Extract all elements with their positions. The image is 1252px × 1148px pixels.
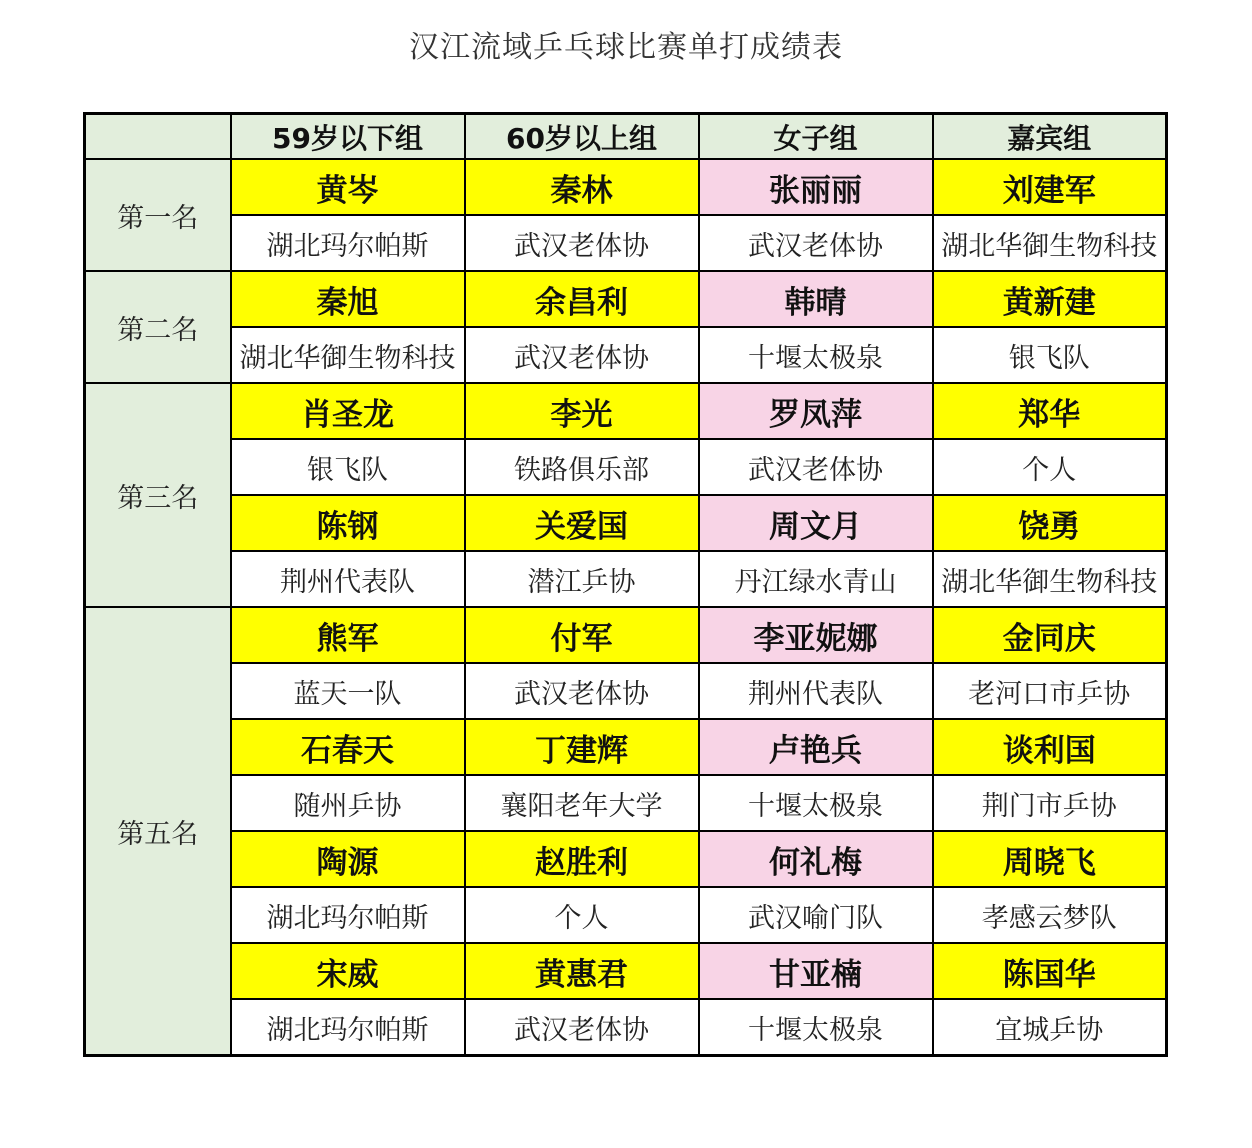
player-name-under-59: 陈钢 xyxy=(231,495,465,551)
header-row xyxy=(85,114,1167,160)
player-name-guest: 刘建军 xyxy=(933,159,1167,215)
name-row xyxy=(85,383,1167,439)
name-row xyxy=(85,495,1167,551)
rank-label: 第二名 xyxy=(85,271,231,383)
table-body xyxy=(85,159,1167,1056)
name-row xyxy=(85,719,1167,775)
player-team-guest: 湖北华御生物科技 xyxy=(933,215,1167,271)
team-row xyxy=(85,887,1167,943)
player-name-women: 何礼梅 xyxy=(699,831,933,887)
player-team-over-60: 潜江乒协 xyxy=(465,551,699,607)
player-team-women: 武汉喻门队 xyxy=(699,887,933,943)
rank-label: 第五名 xyxy=(85,607,231,1056)
team-row xyxy=(85,215,1167,271)
player-team-women: 十堰太极泉 xyxy=(699,327,933,383)
player-name-guest: 谈利国 xyxy=(933,719,1167,775)
page-title: 汉江流域乒乓球比赛单打成绩表 xyxy=(409,30,843,65)
player-team-women: 武汉老体协 xyxy=(699,439,933,495)
player-name-women: 周文月 xyxy=(699,495,933,551)
player-name-under-59: 宋威 xyxy=(231,943,465,999)
player-team-guest: 宜城乒协 xyxy=(933,999,1167,1056)
column-header-over-60: 60岁以上组 xyxy=(465,114,699,160)
player-name-over-60: 李光 xyxy=(465,383,699,439)
team-row xyxy=(85,775,1167,831)
team-row xyxy=(85,663,1167,719)
player-team-over-60: 铁路俱乐部 xyxy=(465,439,699,495)
player-name-over-60: 付军 xyxy=(465,607,699,663)
player-name-women: 罗凤萍 xyxy=(699,383,933,439)
player-name-over-60: 秦林 xyxy=(465,159,699,215)
player-name-under-59: 黄岑 xyxy=(231,159,465,215)
player-name-over-60: 赵胜利 xyxy=(465,831,699,887)
column-header-under-59: 59岁以下组 xyxy=(231,114,465,160)
player-team-guest: 银飞队 xyxy=(933,327,1167,383)
player-team-over-60: 武汉老体协 xyxy=(465,999,699,1056)
player-name-women: 李亚妮娜 xyxy=(699,607,933,663)
player-team-under-59: 荆州代表队 xyxy=(231,551,465,607)
rank-label: 第三名 xyxy=(85,383,231,607)
player-team-guest: 湖北华御生物科技 xyxy=(933,551,1167,607)
team-row xyxy=(85,327,1167,383)
player-name-over-60: 关爱国 xyxy=(465,495,699,551)
player-name-over-60: 余昌利 xyxy=(465,271,699,327)
player-team-guest: 荆门市乒协 xyxy=(933,775,1167,831)
team-row xyxy=(85,439,1167,495)
name-row xyxy=(85,159,1167,215)
player-team-guest: 孝感云梦队 xyxy=(933,887,1167,943)
corner-cell xyxy=(85,114,231,160)
player-name-under-59: 陶源 xyxy=(231,831,465,887)
name-row xyxy=(85,607,1167,663)
player-name-under-59: 肖圣龙 xyxy=(231,383,465,439)
player-name-women: 卢艳兵 xyxy=(699,719,933,775)
player-name-women: 甘亚楠 xyxy=(699,943,933,999)
player-name-under-59: 熊军 xyxy=(231,607,465,663)
player-team-over-60: 武汉老体协 xyxy=(465,215,699,271)
player-team-under-59: 湖北玛尔帕斯 xyxy=(231,887,465,943)
player-team-under-59: 蓝天一队 xyxy=(231,663,465,719)
player-name-women: 张丽丽 xyxy=(699,159,933,215)
name-row xyxy=(85,943,1167,999)
player-team-over-60: 襄阳老年大学 xyxy=(465,775,699,831)
player-name-guest: 周晓飞 xyxy=(933,831,1167,887)
column-header-women: 女子组 xyxy=(699,114,933,160)
player-team-women: 丹江绿水青山 xyxy=(699,551,933,607)
player-team-guest: 老河口市乒协 xyxy=(933,663,1167,719)
player-name-over-60: 丁建辉 xyxy=(465,719,699,775)
player-team-over-60: 个人 xyxy=(465,887,699,943)
player-team-under-59: 随州乒协 xyxy=(231,775,465,831)
player-team-women: 十堰太极泉 xyxy=(699,999,933,1056)
player-team-women: 十堰太极泉 xyxy=(699,775,933,831)
name-row xyxy=(85,271,1167,327)
player-name-over-60: 黄惠君 xyxy=(465,943,699,999)
player-team-under-59: 湖北玛尔帕斯 xyxy=(231,999,465,1056)
player-name-guest: 饶勇 xyxy=(933,495,1167,551)
player-team-over-60: 武汉老体协 xyxy=(465,327,699,383)
column-header-guest: 嘉宾组 xyxy=(933,114,1167,160)
player-team-guest: 个人 xyxy=(933,439,1167,495)
team-row xyxy=(85,551,1167,607)
player-name-guest: 陈国华 xyxy=(933,943,1167,999)
player-team-under-59: 湖北玛尔帕斯 xyxy=(231,215,465,271)
player-team-women: 武汉老体协 xyxy=(699,215,933,271)
player-team-under-59: 银飞队 xyxy=(231,439,465,495)
results-table xyxy=(83,112,1168,1057)
player-team-women: 荆州代表队 xyxy=(699,663,933,719)
rank-label: 第一名 xyxy=(85,159,231,271)
player-name-women: 韩晴 xyxy=(699,271,933,327)
player-team-over-60: 武汉老体协 xyxy=(465,663,699,719)
team-row xyxy=(85,999,1167,1056)
player-name-guest: 金同庆 xyxy=(933,607,1167,663)
player-name-guest: 黄新建 xyxy=(933,271,1167,327)
name-row xyxy=(85,831,1167,887)
player-name-under-59: 石春天 xyxy=(231,719,465,775)
player-name-under-59: 秦旭 xyxy=(231,271,465,327)
player-name-guest: 郑华 xyxy=(933,383,1167,439)
player-team-under-59: 湖北华御生物科技 xyxy=(231,327,465,383)
